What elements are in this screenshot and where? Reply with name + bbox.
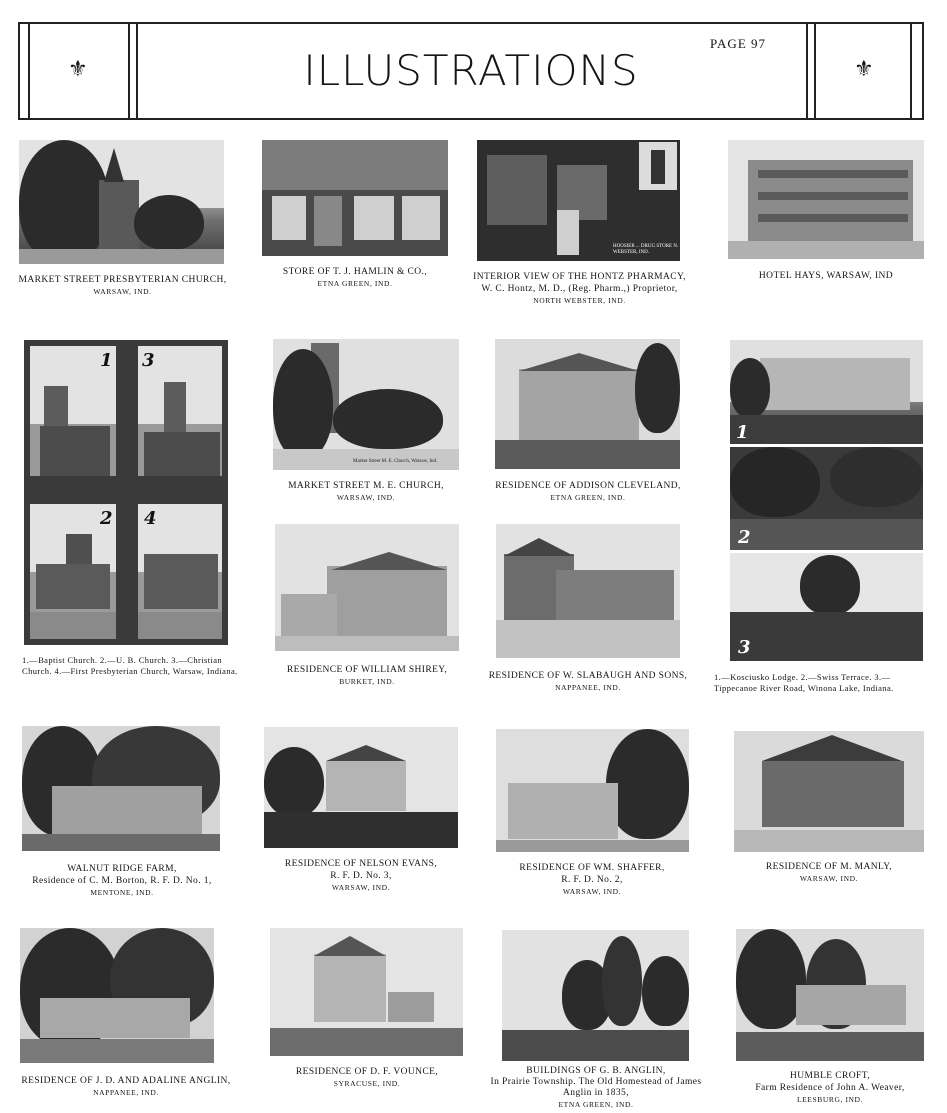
photo-kosciusko-lodge: 1 [730, 340, 923, 444]
photo-market-street-me-church [273, 339, 459, 470]
photo-vounce-residence [270, 928, 463, 1056]
photo-manly-residence [734, 731, 924, 852]
photo-tippecanoe-river-road: 3 [730, 553, 923, 661]
page-title: ILLUSTRATIONS [303, 46, 639, 95]
photo-slabaugh-residence [496, 524, 680, 658]
photo-presbyterian-church [19, 140, 224, 264]
fleur-de-lis-icon: ⚜ [854, 56, 874, 81]
header-rule [136, 24, 138, 118]
photo-anglin-residence [20, 928, 214, 1063]
fleur-de-lis-icon: ⚜ [68, 56, 88, 81]
churches-caption: 1.—Baptist Church. 2.—U. B. Church. 3.—Christian Church. 4.—First Presbyterian Church, Warsaw, Indiana. [22, 655, 238, 676]
photo-caption: RESIDENCE OF M. MANLY, WARSAW, IND. [765, 862, 893, 883]
photo-first-presbyterian-church: 4 [138, 504, 222, 639]
photo-caption: RESIDENCE OF W. SLABAUGH AND SONS, NAPPANEE, IND. [488, 671, 688, 692]
photo-anglin-buildings [502, 930, 689, 1061]
photo-caption: STORE OF T. J. HAMLIN & CO., ETNA GREEN, IND. [282, 267, 428, 288]
photo-hamlin-store [262, 140, 448, 256]
photo-caption: MARKET STREET PRESBYTERIAN CHURCH, WARSAW, IND. [18, 275, 227, 296]
churches-composite-frame [24, 340, 228, 645]
page-number: PAGE 97 [710, 36, 767, 51]
photo-caption: HUMBLE CROFT, Farm Residence of John A. Weaver, LEESBURG, IND. [755, 1071, 905, 1104]
photo-swiss-terrace: 2 [730, 447, 923, 550]
photo-humble-croft [736, 929, 924, 1061]
photo-caption: RESIDENCE OF ADDISON CLEVELAND, ETNA GREEN, IND. [495, 481, 681, 502]
photo-caption: BUILDINGS OF G. B. ANGLIN, In Prairie Township. The Old Homestead of James Anglin in 1835, ETNA GREEN, IND. [490, 1066, 702, 1109]
photo-caption: RESIDENCE OF NELSON EVANS, R. F. D. No. 3, WARSAW, IND. [284, 859, 438, 892]
photo-caption: RESIDENCE OF D. F. VOUNCE, SYRACUSE, IND. [295, 1067, 439, 1088]
photo-shirey-residence [275, 524, 459, 651]
photo-caption: WALNUT RIDGE FARM, Residence of C. M. Borton, R. F. D. No. 1, MENTONE, IND. [32, 864, 212, 897]
photo-caption: RESIDENCE OF J. D. AND ADALINE ANGLIN, NAPPANEE, IND. [21, 1076, 231, 1097]
photo-shaffer-residence [496, 729, 689, 852]
photo-hontz-pharmacy-interior [477, 140, 680, 261]
lake-caption: 1.—Kosciusko Lodge. 2.—Swiss Terrace. 3.—Tippecanoe River Road, Winona Lake, Indiana. [714, 672, 894, 693]
photo-baptist-church: 1 [30, 346, 116, 476]
photo-hotel-hays [728, 140, 924, 259]
photo-christian-church: 3 [138, 346, 222, 476]
photo-cleveland-residence [495, 339, 680, 469]
header-rule [128, 24, 130, 118]
photo-caption: MARKET STREET M. E. CHURCH, WARSAW, IND. [288, 481, 444, 502]
photo-inscription: HOOSIER ... DRUG STORE N. WEBSTER, IND. [613, 244, 679, 255]
page-header [18, 22, 924, 120]
photo-caption: RESIDENCE OF WM. SHAFFER, R. F. D. No. 2, WARSAW, IND. [519, 863, 665, 896]
photo-ub-church: 2 [30, 504, 116, 639]
photo-walnut-ridge-farm [22, 726, 220, 851]
photo-caption: HOTEL HAYS, WARSAW, IND [758, 271, 894, 281]
photo-evans-residence [264, 727, 458, 848]
photo-caption: INTERIOR VIEW OF THE HONTZ PHARMACY, W. C. Hontz, M. D., (Reg. Pharm.,) Proprietor, NORTH WEBSTER, IND. [473, 272, 686, 305]
header-rule [806, 24, 808, 118]
photo-caption: RESIDENCE OF WILLIAM SHIREY, BURKET, IND. [286, 665, 448, 686]
photo-inscription: Market Street M. E. Church, Warsaw, Ind. [353, 459, 438, 464]
header-rule [814, 24, 816, 118]
header-rule [28, 24, 30, 118]
header-rule [910, 24, 912, 118]
